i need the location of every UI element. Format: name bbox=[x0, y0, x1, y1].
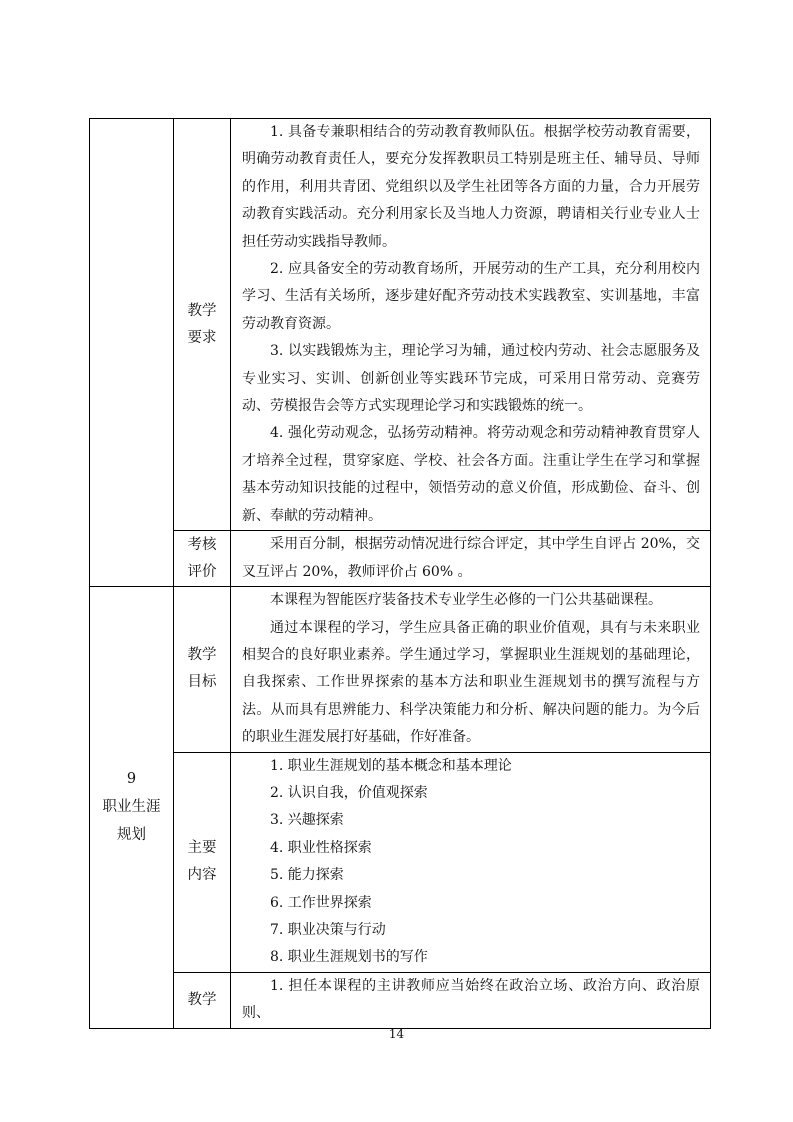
requirement-2-text: 1. 担任本课程的主讲教师应当始终在政治立场、政治方向、政治原则、 bbox=[242, 977, 700, 1022]
content-item: 6. 工作世界探索 bbox=[270, 894, 372, 911]
row-teaching-requirements bbox=[90, 119, 711, 531]
teaching-goals-content bbox=[231, 587, 711, 752]
requirement-paragraph: 1. 具备专兼职相结合的劳动教育教师队伍。根据学校劳动教育需要，明确劳动教育责任人，要充分发挥教职员工特别是班主任、辅导员、导师的作用，利用共青团、党组织以及学生社团等各方面的力量，合力开展劳动教育实践活动。充分利用家长及当地人力资源，聘请相关行业专业人士担任劳动实践指导教师。 bbox=[242, 124, 700, 250]
content-item: 5. 能力探索 bbox=[270, 867, 344, 884]
row-teaching-requirements-2 bbox=[90, 972, 711, 1028]
label-teaching-goals: 教学 目标 bbox=[174, 587, 231, 752]
label-teaching-requirements: 教学 要求 bbox=[174, 119, 231, 531]
content-item: 4. 职业性格探索 bbox=[270, 839, 372, 856]
main-content-list bbox=[231, 752, 711, 972]
assessment-content bbox=[231, 531, 711, 587]
teaching-requirements-2-content bbox=[231, 972, 711, 1028]
goal-paragraph: 本课程为智能医疗装备技术专业学生必修的一门公共基础课程。 bbox=[270, 592, 662, 609]
label-assessment: 考核 评价 bbox=[174, 531, 231, 587]
content-item: 7. 职业决策与行动 bbox=[270, 921, 386, 938]
teaching-requirements-content bbox=[231, 119, 711, 531]
content-item: 3. 兴趣探索 bbox=[270, 812, 344, 829]
label-main-content: 主要 内容 bbox=[174, 752, 231, 972]
row-main-content bbox=[90, 752, 711, 972]
row-assessment bbox=[90, 531, 711, 587]
content-item: 8. 职业生涯规划书的写作 bbox=[270, 949, 428, 966]
requirement-paragraph: 4. 强化劳动观念，弘扬劳动精神。将劳动观念和劳动精神教育贯穿人才培养全过程，贯穿家庭、学校、社会各方面。注重让学生在学习和掌握基本劳动知识技能的过程中，领悟劳动的意义价值，形成勤俭、奋斗、创新、奉献的劳动精神。 bbox=[242, 425, 700, 524]
page-number: 14 bbox=[388, 1027, 405, 1041]
requirement-paragraph: 2. 应具备安全的劳动教育场所，开展劳动的生产工具，充分利用校内学习、生活有关场所，逐步建好配齐劳动技术实践教室、实训基地，丰富劳动教育资源。 bbox=[242, 261, 700, 332]
course-9-cell bbox=[90, 587, 174, 1029]
assessment-text: 采用百分制，根据劳动情况进行综合评定，其中学生自评占 20%，交叉互评占 20%，教师评价占 60% 。 bbox=[242, 536, 700, 580]
course-name-line1: 职业生涯 bbox=[102, 799, 161, 816]
label-teaching-2: 教学 bbox=[174, 972, 231, 1028]
course-number-cell-empty bbox=[90, 119, 174, 587]
course-number: 9 bbox=[126, 771, 137, 788]
row-teaching-goals bbox=[90, 587, 711, 752]
course-name-line2: 规划 bbox=[117, 827, 146, 844]
goal-paragraph: 通过本课程的学习，学生应具备正确的职业价值观，具有与未来职业相契合的良好职业素养。学生通过学习，掌握职业生涯规划的基础理论，自我探索、工作世界探索的基本方法和职业生涯规划书的撰写流程与方法。从而具有思辨能力、科学决策能力和分析、解决问题的能力。为今后的职业生涯发展打好基础，作好准备。 bbox=[242, 619, 700, 746]
content-item: 1. 职业生涯规划的基本概念和基本理论 bbox=[270, 757, 512, 774]
requirement-paragraph: 3. 以实践锻炼为主，理论学习为辅，通过校内劳动、社会志愿服务及专业实习、实训、创新创业等实践环节完成，可采用日常劳动、竞赛劳动、劳模报告会等方式实现理论学习和实践锻炼的统一。 bbox=[242, 343, 700, 415]
course-table bbox=[89, 118, 711, 1029]
content-item: 2. 认识自我，价值观探索 bbox=[270, 784, 428, 801]
